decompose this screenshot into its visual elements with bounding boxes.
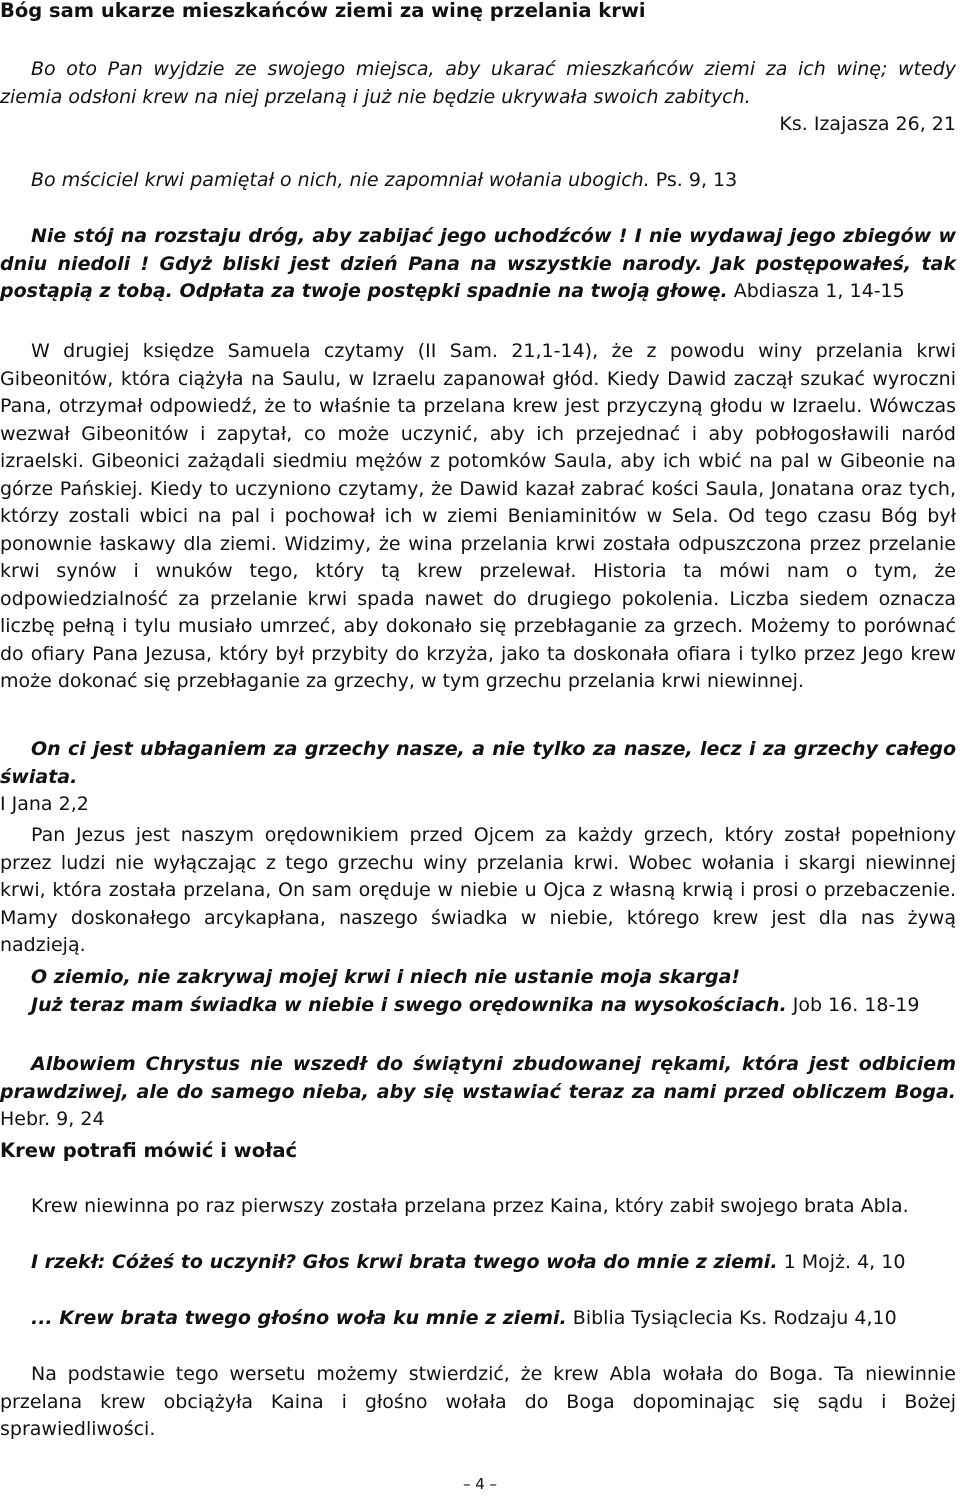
obadiah-quote [0,223,956,306]
genesis-reference-2: Biblia Tysiąclecia Ks. Rodzaju 4,10 [572,1307,897,1329]
obadiah-quote-text: Nie stój na rozstaju dróg, aby zabijać jego uchodźców ! I nie wydawaj jego zbiegów w dniu niedoli ! Gdyż bliski jest dzień Pana na wszystkie narody. Jak postępowałeś, tak postąpią z tobą. Odpłata za twoje postępki spadnie na twoją głowę. [0,225,956,302]
john-quote-block [0,736,956,819]
john-reference: I Jana 2,2 [0,793,89,815]
hebrews-quote-text: Albowiem Chrystus nie wszedł do świątyni zbudowanej rękami, która jest odbiciem prawdziwej, ale do samego nieba, aby się wstawiać teraz za nami przed obliczem Boga. [0,1053,956,1103]
isaiah-quote [0,56,956,111]
job-quote-line-2 [0,992,956,1020]
job-quote-line-1: O ziemio, nie zakrywaj mojej krwi i niech nie ustanie moja skarga! [31,966,741,988]
genesis-quote-1-text: I rzekł: Cóżeś to uczynił? Głos krwi brata twego woła do mnie z ziemi. [31,1251,778,1273]
paragraph-cain: Krew niewinna po raz pierwszy została przelana przez Kaina, który zabił swojego brata Abla. [31,1195,909,1217]
isaiah-reference [0,111,956,139]
john-quote-text: On ci jest ubłaganiem za grzechy nasze, a nie tylko za nasze, lecz i za grzechy całego świata. [0,738,956,788]
obadiah-reference: Abdiasza 1, 14-15 [733,280,905,302]
paragraph-advocate: Pan Jezus jest naszym orędownikiem przed Ojcem za każdy grzech, który został popełniony przez ludzi nie wyłączając z tego grzechu winy przelania krwi. Wobec wołania i skargi niewinnej krwi, która została przelana, On sam oręduje w niebie u Ojca z własną krwią i prosi o przebaczenie. Mamy doskonałego arcykapłana, naszego świadka w niebie, którego krew jest dla nas żywą nadzieją. [0,824,956,956]
psalm-quote-text: Bo mściciel krwi pamiętał o nich, nie zapomniał wołania ubogich. [31,169,650,191]
page-number: – 4 – [462,1475,498,1493]
hebrews-quote [0,1051,956,1134]
genesis-quote-1 [0,1249,956,1277]
genesis-quote-2-text: ... Krew brata twego głośno woła ku mnie z ziemi. [31,1307,567,1329]
isaiah-quote-text: Bo oto Pan wyjdzie ze swojego miejsca, aby ukarać mieszkańców ziemi za ich winę; wtedy ziemia odsłoni krew na niej przelaną i już nie będzie ukrywała swoich zabitych. [0,58,956,108]
genesis-quote-2 [0,1305,956,1333]
paragraph-abel: Na podstawie tego wersetu możemy stwierdzić, że krew Abla wołała do Boga. Ta niewinnie przelana krew obciążyła Kaina i głośno wołała do Boga dopominając się sądu i Bożej sprawiedliwości. [0,1363,956,1440]
section-heading-2: Krew potrafi mówić i wołać [0,1139,298,1162]
section-heading-1: Bóg sam ukarze mieszkańców ziemi za winę przelania krwi [0,0,646,22]
psalm-quote [0,167,956,195]
job-quote-block [0,964,956,1019]
psalm-reference: Ps. 9, 13 [655,169,738,191]
paragraph-gibeonites: W drugiej księdze Samuela czytamy (II Sam. 21,1-14), że z powodu winy przelania krwi Gibeonitów, która ciążyła na Saulu, w Izraelu zapanował głód. Kiedy Dawid zaczął szukać wyroczni Pana, otrzymał odpowiedź, że to właśnie ta przelana krew jest przyczyną głodu w Izraelu. Wówczas wezwał Gibeonitów i zapytał, co może uczynić, aby ich przejednać i aby pobłogosławili naród izraelski. Gibeonici zażądali siedmiu mężów z potomków Saula, aby ich wbić na pal w Gibeonie na górze Pańskiej. Kiedy to uczyniono czytamy, że Dawid kazał zabrać kości Saula, Jonatana oraz tych, którzy zostali wbici na pal i pochował ich w ziemi Beniaminitów w Sela. Od tego czasu Bóg był ponownie łaskawy dla ziemi. Widzimy, że wina przelania krwi została odpuszczona przez przelanie krwi synów i wnuków tego, który tą krew przelewał. Historia ta mówi nam o tym, że odpowiedzialność za przelanie krwi spada nawet do drugiego pokolenia. Liczba siedem oznacza liczbę pełną i tylu musiało umrzeć, aby dokonało się przebłaganie za grzech. Możemy to porównać do ofiary Pana Jezusa, który był przybity do krzyża, jako ta doskonała ofiara i tylko przez Jego krew może dokonać się przebłaganie za grzechy, w tym grzechu przelania krwi niewinnej. [0,340,956,692]
job-reference: Job 16. 18-19 [792,993,920,1016]
job-quote-line-2-text: Już teraz mam świadka w niebie i swego orędownika na wysokościach. [31,993,787,1016]
genesis-reference-1: 1 Mojż. 4, 10 [783,1251,906,1273]
hebrews-reference: Hebr. 9, 24 [0,1108,105,1130]
isaiah-quote-block [0,56,956,139]
isaiah-reference-text: Ks. Izajasza 26, 21 [779,113,956,135]
